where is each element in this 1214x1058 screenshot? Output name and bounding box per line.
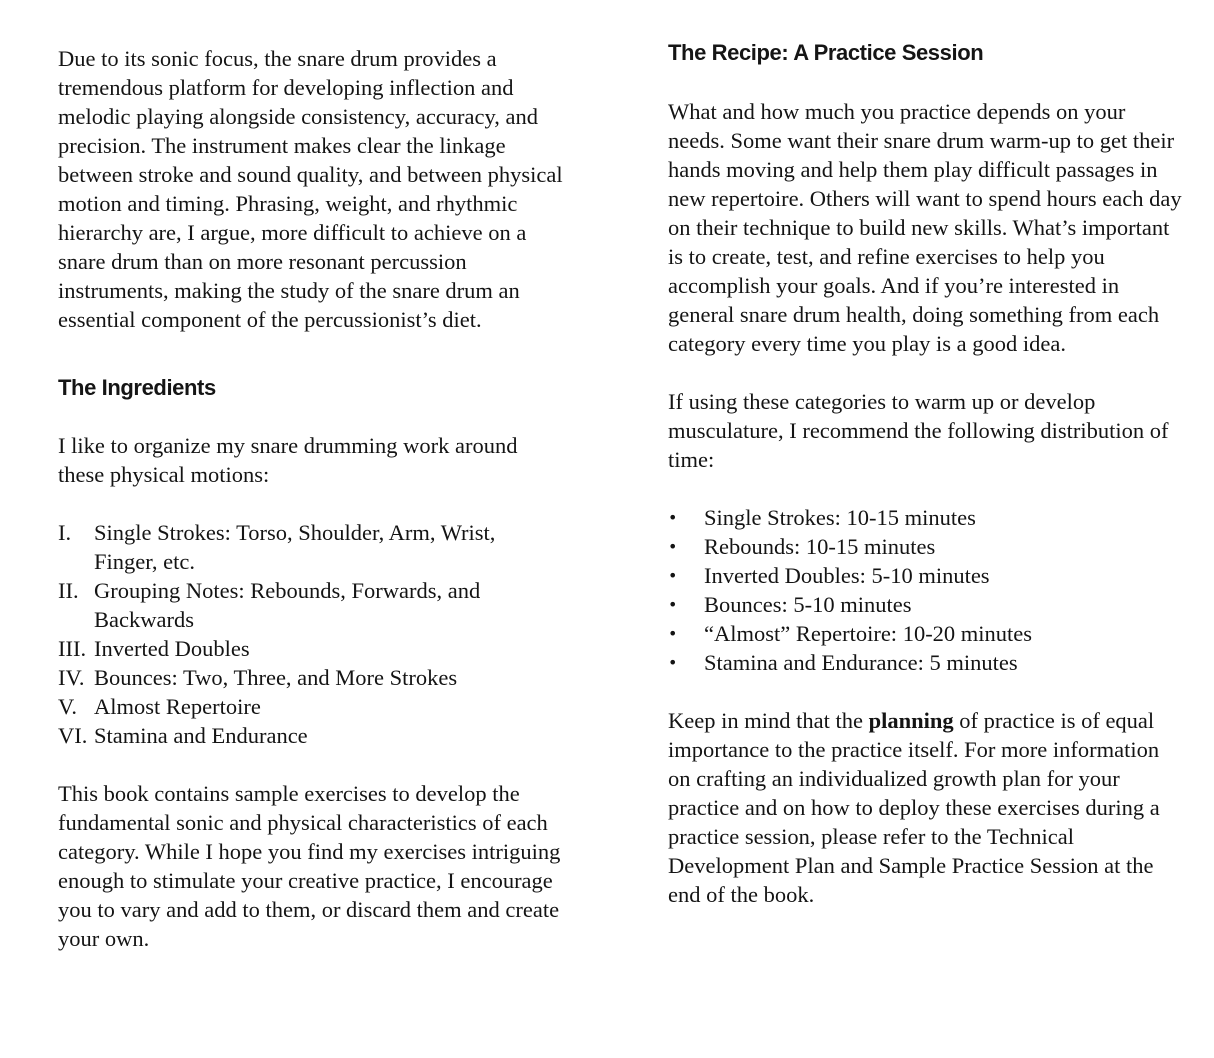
bullet-icon: • xyxy=(668,508,678,527)
list-item xyxy=(668,648,1186,677)
list-item xyxy=(668,532,1186,561)
list-item xyxy=(668,590,1186,619)
list-item xyxy=(58,634,563,663)
planning-emphasis: planning xyxy=(868,708,954,733)
list-item xyxy=(58,518,563,576)
list-item-number: III. xyxy=(58,636,87,661)
distribution-list xyxy=(668,503,1186,677)
bullet-icon: • xyxy=(668,537,678,556)
bullet-icon: • xyxy=(668,653,678,672)
list-item-text: Grouping Notes: Rebounds, Forwards, and Backwards xyxy=(94,578,481,632)
list-item xyxy=(58,692,563,721)
ingredients-intro: I like to organize my snare drumming work around these physical motions: xyxy=(58,433,518,487)
list-item-text: Bounces: 5-10 minutes xyxy=(704,592,912,617)
intro-paragraph: Due to its sonic focus, the snare drum provides a tremendous platform for developing inflection and melodic playing alongside consistency, accuracy, and precision. The instrument makes clear the linkage between stroke and sound quality, and between physical motion and timing. Phrasing, weight, and rhythmic hierarchy are, I argue, more difficult to achieve on a snare drum than on more resonant percussion instruments, making the study of the snare drum an essential component of the percussionist’s diet. xyxy=(58,46,563,332)
list-item-number: II. xyxy=(58,578,79,603)
closing-paragraph: This book contains sample exercises to develop the fundamental sonic and physical characteristics of each category. While I hope you find my exercises intriguing enough to stimulate your creative practice, I encourage you to vary and add to them, or discard them and create your own. xyxy=(58,781,561,951)
recipe-heading: The Recipe: A Practice Session xyxy=(668,40,984,65)
planning-text-before: Keep in mind that the xyxy=(668,708,869,733)
bullet-icon: • xyxy=(668,566,678,585)
list-item-number: VI. xyxy=(58,723,88,748)
list-item xyxy=(668,619,1186,648)
bullet-icon: • xyxy=(668,595,678,614)
list-item xyxy=(58,663,563,692)
list-item-number: IV. xyxy=(58,665,85,690)
planning-text-after: of practice is of equal importance to the practice itself. For more information on crafting an individualized growth plan for your practice and on how to deploy these exercises during a practice session, please refer to the Technical Development Plan and Sample Practice Session at the end of the book. xyxy=(668,708,1160,907)
list-item-text: Single Strokes: Torso, Shoulder, Arm, Wrist, Finger, etc. xyxy=(94,520,496,574)
bullet-icon: • xyxy=(668,624,678,643)
motions-list xyxy=(58,518,563,750)
distribution-intro: If using these categories to warm up or develop musculature, I recommend the following distribution of time: xyxy=(668,389,1169,472)
list-item xyxy=(58,576,563,634)
list-item-number: V. xyxy=(58,694,77,719)
planning-paragraph xyxy=(668,706,1186,909)
recipe-paragraph: What and how much you practice depends on your needs. Some want their snare drum warm-up to get their hands moving and help them play difficult passages in new repertoire. Others will want to spend hours each day on their technique to build new skills. What’s important is to create, test, and refine exercises to help you accomplish your goals. And if you’re interested in general snare drum health, doing something from each category every time you play is a good idea. xyxy=(668,99,1182,356)
list-item-text: Stamina and Endurance: 5 minutes xyxy=(704,650,1018,675)
list-item-text: “Almost” Repertoire: 10-20 minutes xyxy=(704,621,1033,646)
ingredients-heading: The Ingredients xyxy=(58,375,216,400)
list-item xyxy=(58,721,563,750)
list-item-text: Single Strokes: 10-15 minutes xyxy=(704,505,976,530)
list-item-text: Inverted Doubles: 5-10 minutes xyxy=(704,563,990,588)
list-item-text: Rebounds: 10-15 minutes xyxy=(704,534,936,559)
list-item xyxy=(668,503,1186,532)
list-item xyxy=(668,561,1186,590)
list-item-text: Bounces: Two, Three, and More Strokes xyxy=(94,665,458,690)
list-item-text: Almost Repertoire xyxy=(94,694,261,719)
list-item-text: Inverted Doubles xyxy=(94,636,250,661)
left-column xyxy=(58,0,563,953)
right-column xyxy=(668,0,1186,909)
list-item-number: I. xyxy=(58,520,72,545)
list-item-text: Stamina and Endurance xyxy=(94,723,308,748)
